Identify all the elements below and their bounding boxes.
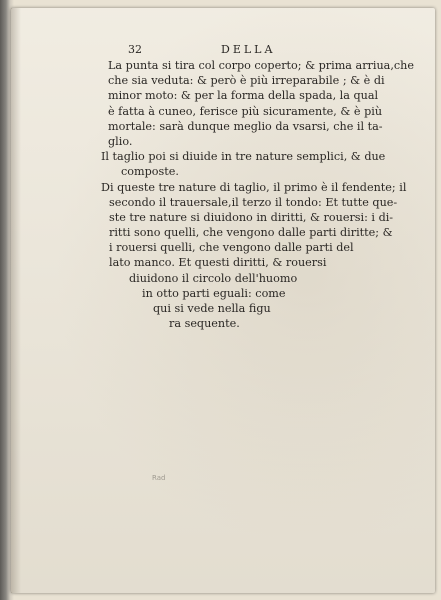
text-line: diuidono il circolo dell'huomo [129, 271, 298, 285]
text-line: ritti sono quelli, che vengono dalle parti diritte; & [109, 226, 393, 240]
text-line: i rouersi quelli, che vengono dalle parti del [109, 241, 354, 255]
page-number: 32 [128, 43, 142, 56]
page-text [101, 42, 415, 331]
text-line: è fatta à cuneo, ferisce più sicuramente, & è più [108, 104, 383, 118]
text-line: Di queste tre nature di taglio, il primo è il fendente; il [101, 180, 407, 194]
running-header [108, 42, 414, 58]
paragraph-taglio [101, 149, 414, 179]
running-title: DELLA [221, 43, 276, 56]
text-line: lato manco. Et questi diritti, & rouersi [109, 256, 327, 270]
text-line: minor moto: & per la forma della spada, la qual [108, 89, 379, 103]
text-line: Il taglio poi si diuide in tre nature semplici, & due [101, 150, 386, 164]
text-line: ra sequente. [169, 317, 240, 331]
paragraph-punta [108, 58, 414, 149]
page-gutter-shadow [11, 8, 21, 593]
text-line: ste tre nature si diuidono in diritti, & rouersi: i di- [109, 210, 394, 224]
text-line: che sia veduta: & però è più irreparabile ; & è di [108, 74, 385, 88]
text-line: secondo il trauersale,il terzo il tondo: Et tutte que- [109, 195, 398, 209]
text-line: in otto parti eguali: come [142, 286, 286, 300]
text-line: qui si vede nella figu [153, 302, 271, 315]
book-page [11, 8, 435, 593]
pencil-annotation: Rad [152, 474, 166, 482]
text-line: mortale: sarà dunque meglio da vsarsi, che il ta- [108, 119, 383, 133]
paragraph-nature [101, 180, 414, 332]
text-line: composte. [121, 165, 179, 179]
text-line: La punta si tira col corpo coperto; & prima arriua,che [108, 59, 415, 72]
text-line: glio. [108, 134, 133, 148]
